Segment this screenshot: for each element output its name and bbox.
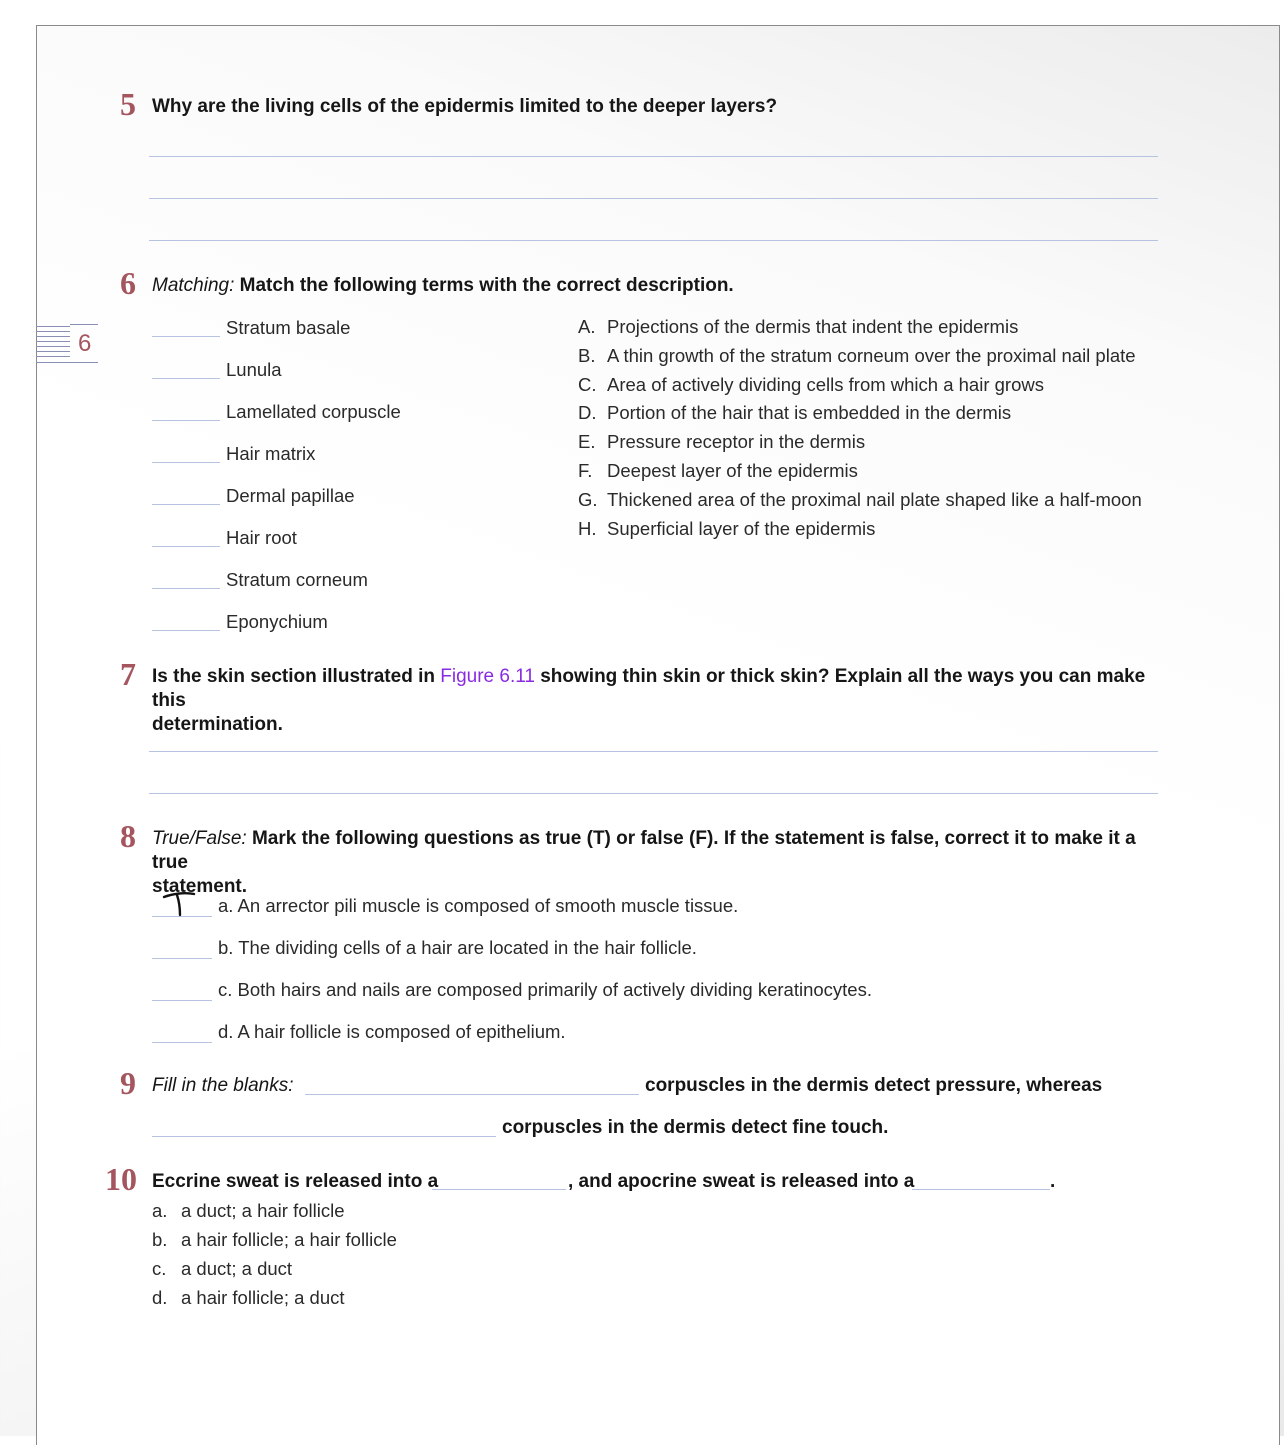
- answer-line[interactable]: [149, 240, 1158, 241]
- question-10-text-1: Eccrine sweat is released into a: [152, 1171, 439, 1192]
- match-description: F. Deepest layer of the epidermis: [578, 460, 858, 481]
- match-term: Dermal papillae: [226, 485, 355, 506]
- match-blank[interactable]: [152, 588, 220, 589]
- fill-blank[interactable]: [432, 1189, 566, 1190]
- question-9-number: 9: [120, 1065, 136, 1101]
- match-description: D. Portion of the hair that is embedded in the dermis: [578, 402, 1012, 423]
- mc-option[interactable]: a. a duct; a hair follicle: [152, 1200, 345, 1221]
- fill-blank[interactable]: [305, 1094, 639, 1095]
- question-10-text-end: .: [1050, 1171, 1056, 1192]
- question-8-number: 8: [120, 818, 136, 854]
- answer-line[interactable]: [149, 793, 1158, 794]
- handwritten-answer-t: [162, 888, 196, 918]
- tf-blank[interactable]: [152, 958, 212, 959]
- match-term: Lamellated corpuscle: [226, 401, 401, 422]
- answer-line[interactable]: [149, 751, 1158, 752]
- question-10-number: 10: [105, 1161, 137, 1197]
- match-blank[interactable]: [152, 630, 220, 631]
- fill-blank[interactable]: [152, 1136, 496, 1137]
- tf-statement: a. An arrector pili muscle is composed of smooth muscle tissue.: [218, 895, 739, 916]
- question-6-text: [152, 274, 734, 298]
- question-6-instruction: Match the following terms with the correct description.: [239, 275, 734, 296]
- match-description: H. Superficial layer of the epidermis: [578, 518, 876, 539]
- question-9-text-2: corpuscles in the dermis detect fine touch.: [502, 1117, 889, 1138]
- tf-statement: c. Both hairs and nails are composed primarily of actively dividing keratinocytes.: [218, 979, 872, 1000]
- match-term: Stratum corneum: [226, 569, 368, 590]
- mc-option[interactable]: d. a hair follicle; a duct: [152, 1287, 345, 1308]
- question-9-text-1: corpuscles in the dermis detect pressure, whereas: [645, 1075, 1103, 1096]
- tf-statement: d. A hair follicle is composed of epithelium.: [218, 1021, 566, 1042]
- chapter-side-tab: [36, 322, 98, 364]
- question-9-lead: Fill in the blanks:: [152, 1075, 294, 1096]
- match-term: Hair root: [226, 527, 297, 548]
- match-blank[interactable]: [152, 546, 220, 547]
- tf-blank[interactable]: [152, 1042, 212, 1043]
- tf-statement: b. The dividing cells of a hair are located in the hair follicle.: [218, 937, 697, 958]
- question-7-number: 7: [120, 656, 136, 692]
- answer-line[interactable]: [149, 156, 1158, 157]
- mc-option[interactable]: c. a duct; a duct: [152, 1258, 293, 1279]
- question-5-text: Why are the living cells of the epidermis limited to the deeper layers?: [152, 96, 778, 117]
- question-10-text-2: , and apocrine sweat is released into a: [568, 1171, 915, 1192]
- match-description: B. A thin growth of the stratum corneum over the proximal nail plate: [578, 345, 1136, 366]
- figure-link[interactable]: Figure 6.11: [440, 666, 535, 687]
- question-7-text: Is the skin section illustrated in Figure 6.11 showing thin skin or thick skin? Explain all the ways you can make this determination.: [152, 666, 1146, 735]
- match-blank[interactable]: [152, 378, 220, 379]
- question-8-text: True/False: Mark the following questions as true (T) or false (F). If the statement is false, correct it to make it a true statement.: [152, 828, 1136, 897]
- match-term: Stratum basale: [226, 317, 351, 338]
- match-term: Lunula: [226, 359, 282, 380]
- match-description: G. Thickened area of the proximal nail plate shaped like a half-moon: [578, 489, 1142, 510]
- question-5-number: 5: [120, 86, 136, 122]
- match-blank[interactable]: [152, 462, 220, 463]
- match-description: C. Area of actively dividing cells from which a hair grows: [578, 374, 1044, 395]
- answer-line[interactable]: [149, 198, 1158, 199]
- match-term: Hair matrix: [226, 443, 316, 464]
- side-tab-number: 6: [78, 330, 92, 357]
- match-description: A. Projections of the dermis that indent the epidermis: [578, 316, 1019, 337]
- match-blank[interactable]: [152, 420, 220, 421]
- match-description: E. Pressure receptor in the dermis: [578, 431, 866, 452]
- side-tab-lines: [36, 326, 70, 361]
- mc-option[interactable]: b. a hair follicle; a hair follicle: [152, 1229, 397, 1250]
- tf-blank[interactable]: [152, 1000, 212, 1001]
- question-6-number: 6: [120, 265, 136, 301]
- match-term: Eponychium: [226, 611, 328, 632]
- question-6-lead: Matching:: [152, 275, 235, 296]
- match-blank[interactable]: [152, 504, 220, 505]
- match-blank[interactable]: [152, 336, 220, 337]
- fill-blank[interactable]: [912, 1189, 1050, 1190]
